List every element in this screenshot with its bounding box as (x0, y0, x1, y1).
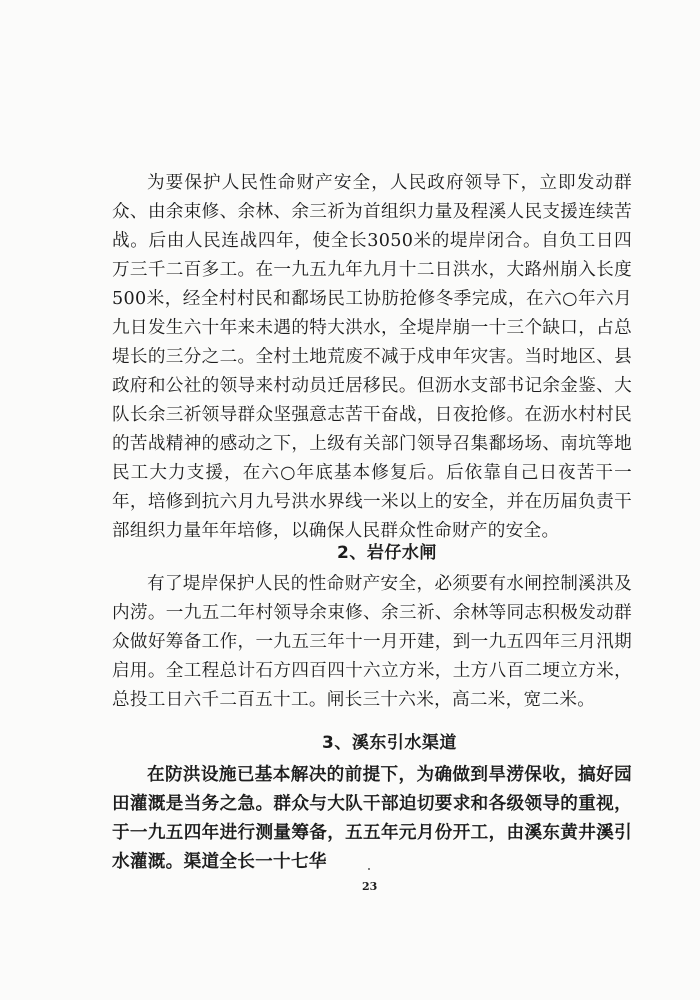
section-heading-channel: 3、溪东引水渠道 (322, 733, 457, 753)
scan-speck (368, 868, 370, 870)
paragraph-sluice: 有了堤岸保护人民的性命财产安全，必须要有水闸控制溪洪及内涝。一九五二年村领导余束修、余三祈、余林等同志积极发动群众做好筹备工作，一九五三年十一月开建，到一九五四年三月汛期启用。全工程总计石方四百四十六立方米，土方八百二埂立方米，总投工日六千二百五十工。闸长三十六米，高二米，宽二米。 (112, 574, 632, 710)
section-heading-sluice: 2、岩仔水闸 (337, 543, 437, 563)
paragraph-channel: 在防洪设施已基本解决的前提下，为确做到旱涝保收，搞好园田灌溉是当务之急。群众与大队干部迫切要求和各级领导的重视，于一九五四年进行测量筹备，五五年元月份开工，由溪东黄井溪引水灌溉。渠道全长一十七华 (112, 764, 632, 872)
page-number: 23 (362, 880, 378, 893)
paragraph-embankment: 为要保护人民性命财产安全，人民政府领导下，立即发动群众、由余束修、余林、余三祈为首组织力量及程溪人民支援连续苦战。后由人民连战四年，使全长3050米的堤岸闭合。自负工日四万三千二百多工。在一九五九年九月十二日洪水，大路州崩入长度500米，经全村村民和鄱场民工协肪抢修冬季完成，在六○年六月九日发生六十年来未遇的特大洪水，全堤岸崩一十三个缺口，占总堤长的三分之二。全村土地荒废不减于戍申年灾害。当时地区、县政府和公社的领导来村动员迁居移民。但沥水支部书记余金鉴、大队长余三祈领导群众坚强意志苦干奋战，日夜抢修。在沥水村村民的苦战精神的感动之下，上级有关部门领导召集鄱场场、南坑等地民工大力支援，在六○年底基本修复后。后依靠自己日夜苦干一年，培修到抗六月九号洪水界线一米以上的安全，并在历届负责干部组织力量年年培修，以确保人民群众性命财产的安全。 (112, 173, 632, 541)
